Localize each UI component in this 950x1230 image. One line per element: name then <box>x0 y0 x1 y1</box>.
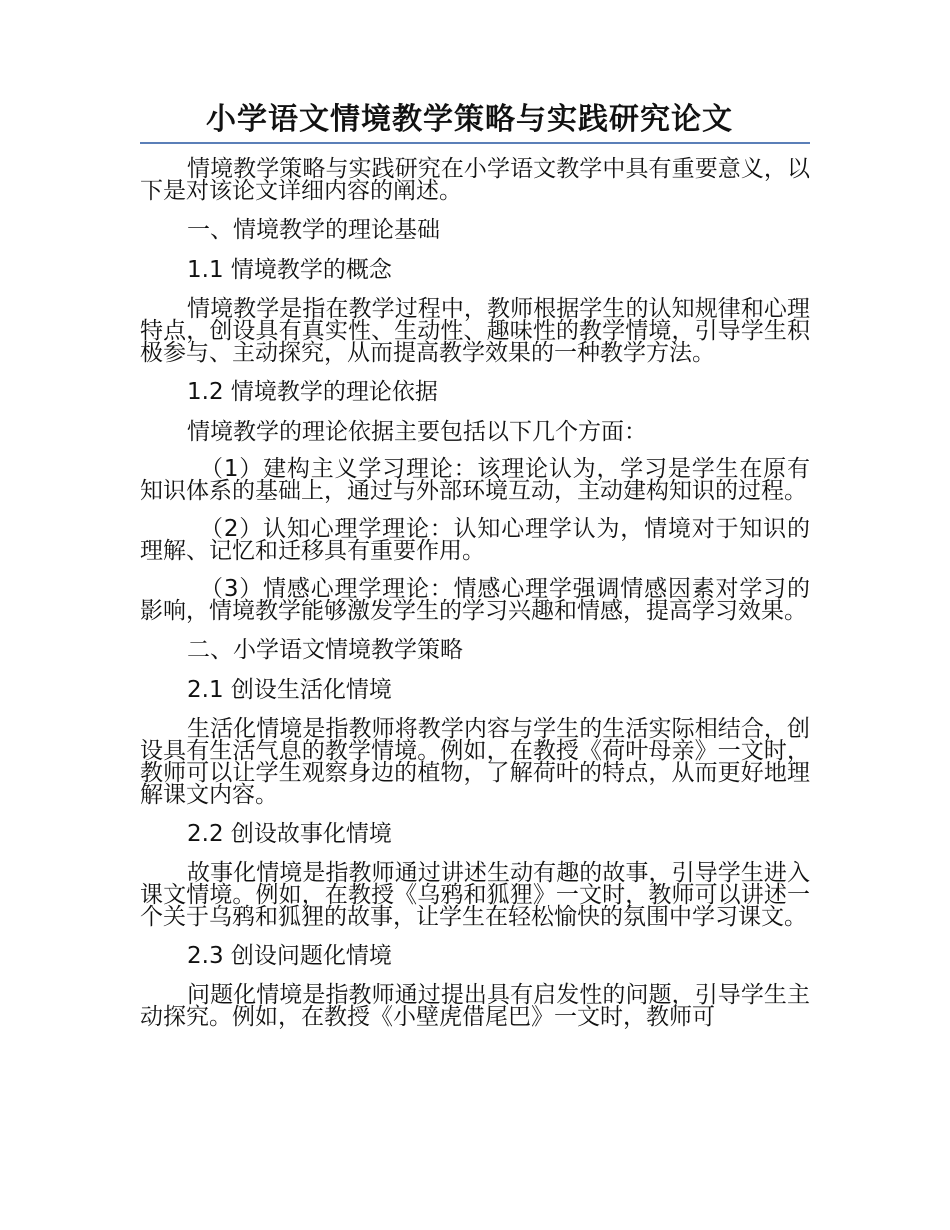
section-2-2-paragraph: 故事化情境是指教师通过讲述生动有趣的故事，引导学生进入课文情境。例如，在教授《乌鸦和狐狸》一文时，教师可以讲述一个关于乌鸦和狐狸的故事，让学生在轻松愉快的氛围中学习课文。 <box>140 860 810 930</box>
section-2-1-paragraph: 生活化情境是指教师将教学内容与学生的生活实际相结合，创设具有生活气息的教学情境。例如，在教授《荷叶母亲》一文时，教师可以让学生观察身边的植物，了解荷叶的特点，从而更好地理解课文内容。 <box>140 716 810 808</box>
section-1-2-heading: 1.2 情境教学的理论依据 <box>187 379 438 405</box>
section-2-2-heading: 2.2 创设故事化情境 <box>187 821 392 847</box>
theory-item-1: （1）建构主义学习理论：该理论认为，学习是学生在原有知识体系的基础上，通过与外部环境互动，主动建构知识的过程。 <box>140 456 810 504</box>
section-2-3-paragraph: 问题化情境是指教师通过提出具有启发性的问题，引导学生主动探究。例如，在教授《小壁虎借尾巴》一文时，教师可 <box>140 982 810 1030</box>
section-2-heading: 二、小学语文情境教学策略 <box>187 637 463 663</box>
section-2-1-heading: 2.1 创设生活化情境 <box>187 677 392 703</box>
document-body <box>140 158 810 1044</box>
section-1-1-heading: 1.1 情境教学的概念 <box>187 257 392 283</box>
theory-item-2: （2）认知心理学理论：认知心理学认为，情境对于知识的理解、记忆和迁移具有重要作用。 <box>140 516 810 564</box>
intro-paragraph: 情境教学策略与实践研究在小学语文教学中具有重要意义，以下是对该论文详细内容的阐述。 <box>140 156 810 204</box>
theory-item-3: （3）情感心理学理论：情感心理学强调情感因素对学习的影响，情境教学能够激发学生的学习兴趣和情感，提高学习效果。 <box>140 576 810 624</box>
section-1-1-paragraph: 情境教学是指在教学过程中，教师根据学生的认知规律和心理特点，创设具有真实性、生动性、趣味性的教学情境，引导学生积极参与、主动探究，从而提高教学效果的一种教学方法。 <box>140 296 810 366</box>
section-1-2-intro: 情境教学的理论依据主要包括以下几个方面： <box>187 419 647 445</box>
section-2-3-heading: 2.3 创设问题化情境 <box>187 943 392 969</box>
page-title: 小学语文情境教学策略与实践研究论文 <box>206 102 733 137</box>
section-1-heading: 一、情境教学的理论基础 <box>187 217 440 243</box>
title-block <box>140 100 810 144</box>
